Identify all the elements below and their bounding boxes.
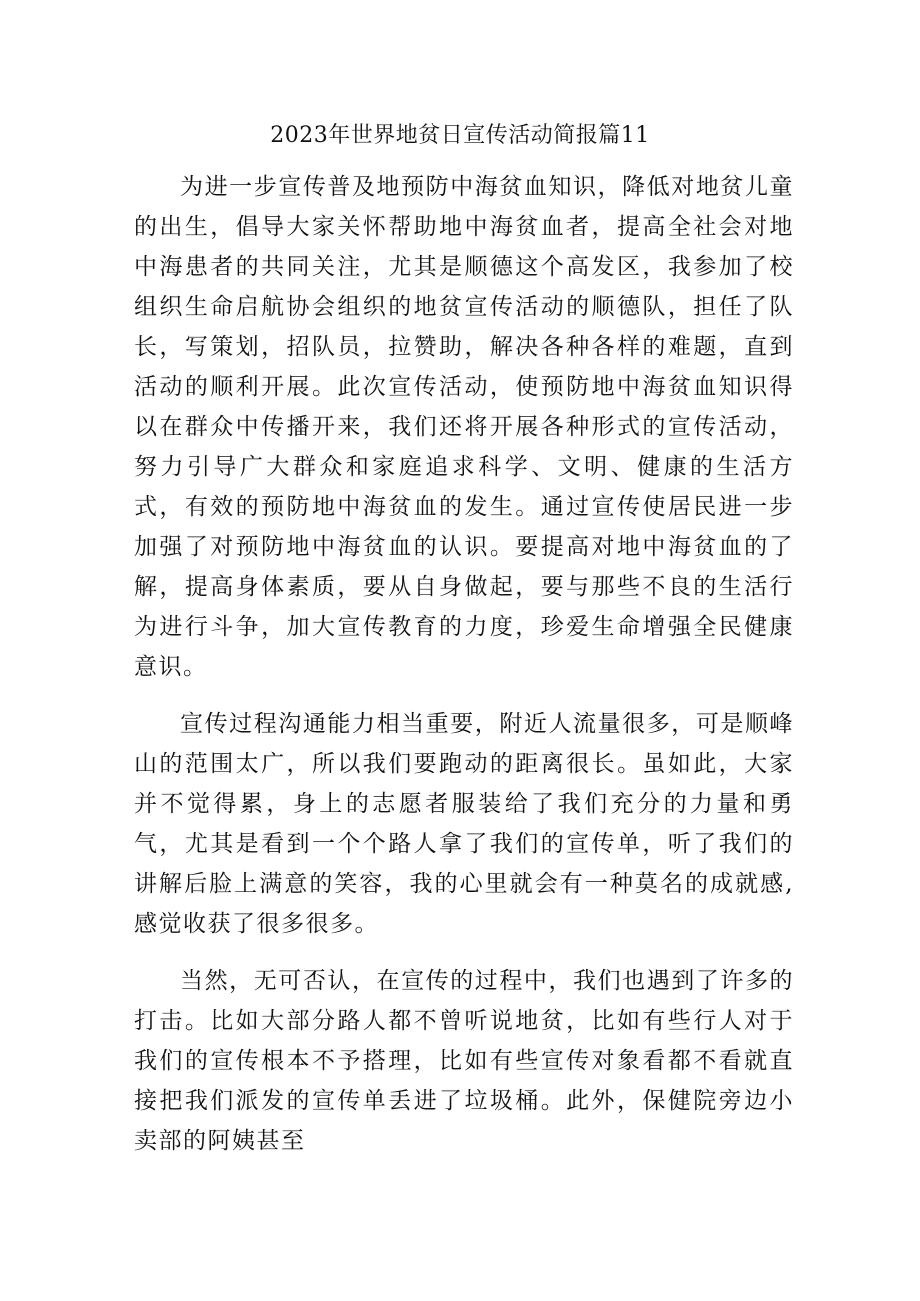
- document-body: [134, 167, 794, 1178]
- paragraph-2: 宣传过程沟通能力相当重要，附近人流量很多，可是顺峰山的范围太广，所以我们要跑动的距离很长。虽如此，大家并不觉得累，身上的志愿者服装给了我们充分的力量和勇气，尤其是看到一个个路人拿了我们的宣传单，听了我们的讲解后脸上满意的笑容，我的心里就会有一种莫名的成就感,感觉收获了很多很多。: [134, 711, 794, 937]
- paragraph-3: 当然，无可否认，在宣传的过程中，我们也遇到了许多的打击。比如大部分路人都不曾听说地贫，比如有些行人对于我们的宣传根本不予搭理，比如有些宣传对象看都不看就直接把我们派发的宣传单丢进了垃圾桶。此外，保健院旁边小卖部的阿姨甚至: [134, 968, 794, 1154]
- paragraph-1: 为进一步宣传普及地预防中海贫血知识，降低对地贫儿童的出生，倡导大家关怀帮助地中海贫血者，提高全社会对地中海患者的共同关注，尤其是顺德这个高发区，我参加了校组织生命启航协会组织的地贫宣传活动的顺德队，担任了队长，写策划，招队员，拉赞助，解决各种各样的难题，直到活动的顺利开展。此次宣传活动，使预防地中海贫血知识得以在群众中传播开来，我们还将开展各种形式的宣传活动，努力引导广大群众和家庭追求科学、文明、健康的生活方式，有效的预防地中海贫血的发生。通过宣传使居民进一步加强了对预防地中海贫血的认识。要提高对地中海贫血的了解，提高身体素质，要从自身做起，要与那些不良的生活行为进行斗争，加大宣传教育的力度，珍爱生命增强全民健康意识。: [134, 174, 794, 680]
- document-title: 2023年世界地贫日宣传活动简报篇11: [270, 123, 650, 148]
